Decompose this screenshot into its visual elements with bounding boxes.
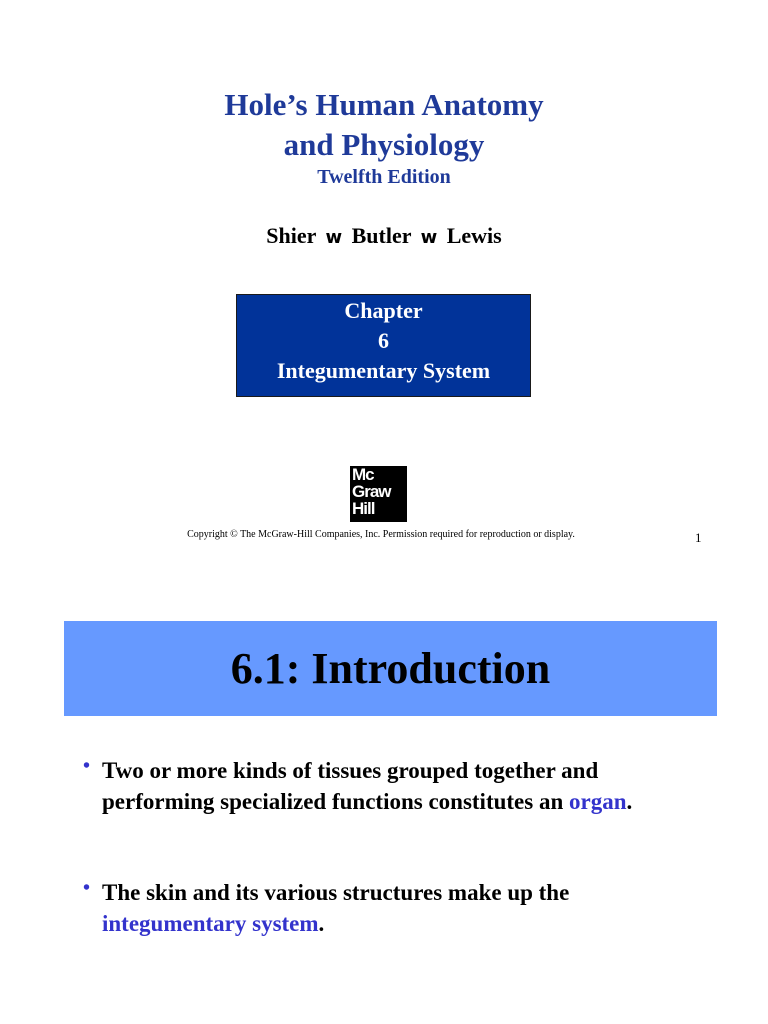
chapter-title: Integumentary System bbox=[276, 358, 491, 383]
section-header-band bbox=[64, 621, 717, 716]
logo-line-2: Graw bbox=[352, 482, 391, 501]
bullet-text: The skin and its various structures make up the bbox=[102, 880, 570, 905]
bullet-item bbox=[83, 877, 702, 939]
author-separator-2: w bbox=[420, 227, 438, 248]
author-2: Butler bbox=[351, 223, 412, 248]
bullet-dot-icon: • bbox=[83, 877, 91, 899]
copyright-notice: Copyright © The McGraw-Hill Companies, Inc. Permission required for reproduction or display. bbox=[187, 529, 575, 540]
bullet-text-end: . bbox=[318, 911, 325, 936]
chapter-box bbox=[236, 294, 531, 397]
mcgraw-hill-logo bbox=[350, 466, 407, 522]
edition-label: Twelfth Edition bbox=[317, 166, 451, 188]
bullet-item bbox=[83, 755, 702, 817]
bullet-dot-icon: • bbox=[83, 755, 91, 777]
book-title-line2: and Physiology bbox=[283, 127, 485, 162]
bullet-text-end: . bbox=[626, 789, 633, 814]
bullet-text: Two or more kinds of tissues grouped together and performing specialized functions constitutes an bbox=[102, 758, 599, 814]
author-1: Shier bbox=[266, 223, 316, 248]
book-title-line1: Hole’s Human Anatomy bbox=[224, 87, 544, 122]
logo-line-1: Mc bbox=[352, 465, 374, 484]
bullet-term-organ: organ bbox=[569, 789, 627, 814]
author-3: Lewis bbox=[446, 223, 502, 248]
page-number: 1 bbox=[695, 530, 702, 545]
author-separator-1: w bbox=[325, 227, 343, 248]
section-title: 6.1: Introduction bbox=[230, 644, 551, 693]
bullet-term-integumentary-system: integumentary system bbox=[102, 911, 319, 936]
chapter-label: Chapter bbox=[344, 298, 423, 323]
authors-line bbox=[0, 222, 768, 252]
logo-line-3: Hill bbox=[352, 499, 375, 518]
chapter-number: 6 bbox=[378, 328, 389, 353]
